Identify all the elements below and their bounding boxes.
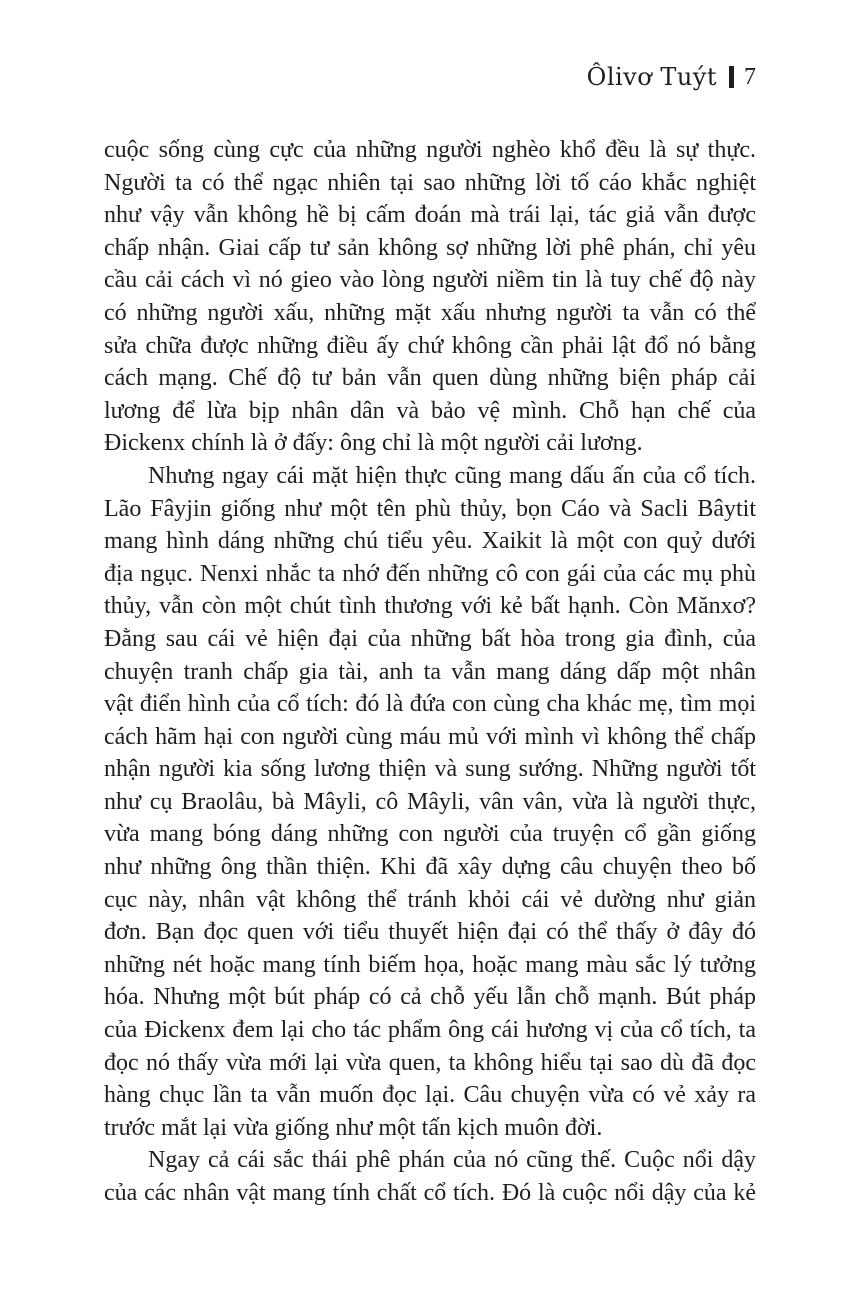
text-line: hàng chục lần ta vẫn muốn đọc lại. Câu chuyện vừa có vẻ xảy ra	[104, 1082, 756, 1109]
body-text	[104, 134, 756, 1210]
text-line: Lão Fâyjin giống như một tên phù thủy, bọn Cáo và Sacli Bâytit	[104, 495, 756, 522]
text-line: vừa mang bóng dáng những con người của truyện cổ gần giống	[104, 821, 756, 848]
text-line: hóa. Nhưng một bút pháp có cả chỗ yếu lẫn chỗ mạnh. Bút pháp	[104, 984, 756, 1011]
text-line: chấp nhận. Giai cấp tư sản không sợ những lời phê phán, chỉ yêu	[104, 234, 756, 261]
text-line: Ngay cả cái sắc thái phê phán của nó cũng thế. Cuộc nổi dậy	[148, 1147, 756, 1174]
paragraph	[104, 1144, 756, 1209]
text-line: của Đickenx đem lại cho tác phẩm ông cái hương vị của cổ tích, ta	[104, 1017, 756, 1044]
text-line: thủy, vẫn còn một chút tình thương với kẻ bất hạnh. Còn Mănxơ?	[104, 593, 756, 620]
text-line: có những người xấu, những mặt xấu nhưng người ta vẫn có thể	[104, 299, 756, 326]
text-line: trước mắt lại vừa giống như một tấn kịch muôn đời.	[104, 1114, 603, 1141]
paragraph	[104, 460, 756, 1144]
text-line: chuyện tranh chấp gia tài, anh ta vẫn mang dáng dấp một nhân	[104, 658, 756, 685]
text-line: cầu cải cách vì nó gieo vào lòng người niềm tin là tuy chế độ này	[104, 267, 756, 294]
text-line: như những ông thần thiện. Khi đã xây dựng câu chuyện theo bố	[104, 854, 756, 881]
text-line: cách mạng. Chế độ tư bản vẫn quen dùng những biện pháp cải	[104, 365, 756, 392]
text-line: cục này, nhân vật không thể tránh khỏi cái vẻ dường như giản	[104, 886, 756, 913]
page-number: 7	[744, 64, 756, 90]
text-line: Đickenx chính là ở đấy: ông chỉ là một người cải lương.	[104, 430, 643, 457]
text-line: lương để lừa bịp nhân dân và bảo vệ mình. Chỗ hạn chế của	[104, 397, 756, 424]
text-line: của các nhân vật mang tính chất cổ tích. Đó là cuộc nổi dậy của kẻ	[104, 1180, 756, 1206]
text-line: những nét hoặc mang tính biếm họa, hoặc mang màu sắc lý tưởng	[104, 951, 756, 978]
text-line: như vậy vẫn không hề bị cấm đoán mà trái lại, tác giả vẫn được	[104, 202, 756, 229]
text-line: Nhưng ngay cái mặt hiện thực cũng mang dấu ấn của cổ tích.	[148, 462, 756, 489]
text-line: như cụ Braolâu, bà Mâyli, cô Mâyli, vân vân, vừa là người thực,	[104, 788, 756, 815]
running-header	[587, 62, 756, 92]
text-line: mang hình dáng những chú tiểu yêu. Xaikit là một con quỷ dưới	[104, 528, 756, 555]
text-line: Người ta có thể ngạc nhiên tại sao những lời tố cáo khắc nghiệt	[104, 169, 756, 196]
paragraph	[104, 134, 756, 460]
text-line: cách hãm hại con người cùng máu mủ với mình vì không thể chấp	[104, 723, 756, 750]
text-line: đọc nó thấy vừa mới lại vừa quen, ta không hiểu tại sao dù đã đọc	[104, 1049, 756, 1076]
text-line: cuộc sống cùng cực của những người nghèo khổ đều là sự thực.	[104, 137, 756, 163]
text-line: Đằng sau cái vẻ hiện đại của những bất hòa trong gia đình, của	[104, 625, 756, 652]
text-line: địa ngục. Nenxi nhắc ta nhớ đến những cô con gái của các mụ phù	[104, 560, 756, 587]
text-line: vật điển hình của cổ tích: đó là đứa con cùng cha khác mẹ, tìm mọi	[104, 691, 756, 718]
text-line: nhận người kia sống lương thiện và sung sướng. Những người tốt	[104, 756, 756, 783]
text-line: sửa chữa được những điều ấy chứ không cần phải lật đổ nó bằng	[104, 332, 756, 359]
header-separator	[729, 66, 734, 88]
text-line: đơn. Bạn đọc quen với tiểu thuyết hiện đại có thể thấy ở đây đó	[104, 919, 756, 946]
book-title: Ôlivơ Tuýt	[586, 63, 717, 91]
